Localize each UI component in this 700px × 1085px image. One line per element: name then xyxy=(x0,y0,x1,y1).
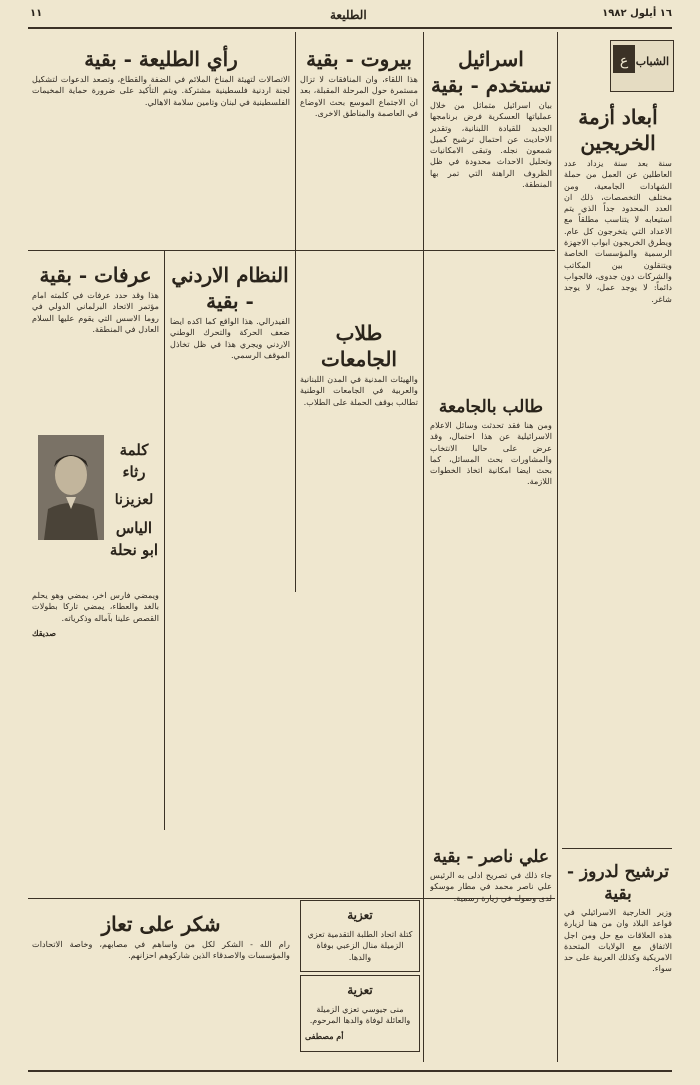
jordan-regime-headline: النظام الاردني - بقية xyxy=(171,263,289,313)
israel-body-top: بيان اسرائيل متماثل من خلال عملياتها العسكرية فرض برنامجها الجديد للقيادة اللبنانية، وتقدير الاحاديث عن احتمال ترشيح كميل شمعون نجله. وتبقى الامكانيات وتحليل الاحداث محدودة في ظل الظروف الراهنة التي تمر بها المنطقة. xyxy=(430,100,552,190)
beirut-body: هذا اللقاء، وان المنافقات لا تزال مستمرة حول المرحلة المقبلة، بعد ان الاجتماع الموسع بحث الاوضاع في العاصمة والمناطق الاخرى. xyxy=(300,74,418,118)
graduates-crisis-article xyxy=(564,98,672,843)
israel-article xyxy=(430,40,552,1070)
graduates-crisis-body: سنة بعد سنة يزداد عدد العاطلين عن العمل من حملة الشهادات الجامعية، ومن مختلف التخصصات، ذلك ان العدد المحدود جداً الذي يتم استيعابه لا يتناسب مطلقاً مع الاعداد التي يتخرجون كل عام. ويطرق الخريجون ابواب الاجهزة الرسمية والمؤسسات الخاصة ويتنقلون بين المكاتب والشركات دون جدوى، فالجواب دائماً: لا يوجد عمل، لا يوجد شاغر. xyxy=(564,158,672,304)
condolence-thanks-body: رام الله - الشكر لكل من واساهم في مصابهم، وخاصة الاتحادات والمؤسسات والاصدقاء الذين شاركوهم احزانهم. xyxy=(32,939,290,961)
opinion-headline: رأي الطليعة - بقية xyxy=(84,47,238,71)
druze-nomination-body: وزير الخارجية الاسرائيلي في قواعد البلاد وان من هنا لزيارة هذه العلاقات مع حل ومن اجل الاتفاق مع الولايات المتحدة الامريكية وكذلك العربية على حد سواء. xyxy=(564,907,672,974)
notice-2-signature: أم مصطفى xyxy=(305,1030,344,1041)
issue-date: ١٦ أيلول ١٩٨٢ xyxy=(602,8,672,19)
arafat-body: هذا وقد حدد عرفات في كلمته امام مؤتمر الاتحاد البرلماني الدولي في روما الاسس التي يقوم عليها السلام العادل في المنطقة. xyxy=(32,290,159,334)
beirut-article xyxy=(300,40,418,600)
notice-1-title: تعزية xyxy=(347,908,373,922)
graduates-crisis-headline: أبعاد أزمة الخريجين xyxy=(578,105,658,155)
condolence-notice-2 xyxy=(300,975,420,1052)
condolence-thanks-headline: شكر على تعاز xyxy=(101,912,221,936)
portrait-photo xyxy=(38,435,104,540)
arafat-article xyxy=(32,256,159,426)
portrait-figure-icon xyxy=(38,435,104,540)
jordan-regime-article xyxy=(170,256,290,826)
arafat-headline: عرفات - بقية xyxy=(39,263,152,287)
druze-nomination-article xyxy=(564,855,672,1070)
elegy-body: ويمضي فارس اخر، يمضي وهو يحلم بالغد والعطاء، يمضي تاركا بطولات القصص علينا بآماله وذكرياته. xyxy=(32,590,159,623)
university-students-headline: طلاب الجامعات xyxy=(321,321,397,371)
notice-1-body: كتلة اتحاد الطلبة التقدمية تعزي الزميلة منال الزعبي بوفاة والدها. xyxy=(307,929,413,962)
beirut-headline: بيروت - بقية xyxy=(306,47,412,71)
section-rule xyxy=(562,848,672,849)
condolence-notice-1 xyxy=(300,900,420,972)
column-divider xyxy=(423,32,424,1062)
elegy-person-name: الياس ابو نحلة xyxy=(109,519,159,559)
svg-text:ع: ع xyxy=(619,53,629,69)
condolence-thanks-article xyxy=(32,905,290,1055)
jordan-regime-body: الفيدرالي. هذا الواقع كما اكده ايضا ضعف الحركة والتحرك الوطني الاردني ويجري هذا في ظل تخاذل الموقف الرسمي. xyxy=(170,316,290,360)
column-divider xyxy=(164,250,165,830)
section-title: الطليعة xyxy=(330,8,367,22)
page-number: ١١ xyxy=(30,8,43,19)
opinion-article xyxy=(32,40,290,245)
opinion-body: الاتصالات لتهيئة المناخ الملائم في الضفة والقطاع، وتصعد الدعوات لتشكيل لجنة اردنية فلسطينية مشتركة. ويتم التأكيد على ضرورة حماية المخيمات الفلسطينية في لبنان وتامين سلامة الاهالي. xyxy=(32,74,290,107)
elegy-title-block xyxy=(106,435,162,585)
masthead-rule xyxy=(28,27,672,29)
ali-nasser-headline: علي ناصر - بقية xyxy=(432,847,550,867)
university-students-body: والهيئات المدنية في المدن اللبنانية والعربية في الجامعات الوطنية تطالب بوقف الحملة على الطلاب. xyxy=(300,374,418,407)
elegy-title-line2: لعزيزنا xyxy=(114,492,154,508)
elegy-title-line1: كلمة رثاء xyxy=(119,441,149,481)
youth-section-badge xyxy=(610,40,674,92)
students-headline-inline: طالب بالجامعة xyxy=(438,397,544,417)
youth-badge-label: الشباب xyxy=(635,55,669,68)
column-divider xyxy=(557,32,558,1062)
ali-nasser-body: جاء ذلك في تصريح ادلى به الرئيس علي ناصر محمد في مطار موسكو لدى وصوله في زيارة رسمية. xyxy=(430,870,552,903)
notice-2-title: تعزية xyxy=(347,983,373,997)
notice-2-body: منى جيوسي تعزي الزميلة والعائلة لوفاة والدها المرحوم. xyxy=(309,1004,411,1026)
column-divider xyxy=(295,32,296,592)
elegy-article xyxy=(32,590,159,890)
israel-headline: اسرائيل تستخدم - بقية xyxy=(431,47,551,97)
druze-nomination-headline: ترشيح لدروز - بقية xyxy=(566,862,670,904)
footer-rule xyxy=(28,1070,672,1072)
israel-body-bottom: ومن هنا فقد تحدثت وسائل الاعلام الاسرائيلية عن هذا احتمال، وقد عرض على حاليا الانتخاب والمشاورات بحث المسائل، كما بحث ايضا امكانية اتخاذ الخطوات اللازمة. xyxy=(430,420,552,487)
elegy-signature: صديقك xyxy=(32,627,57,638)
